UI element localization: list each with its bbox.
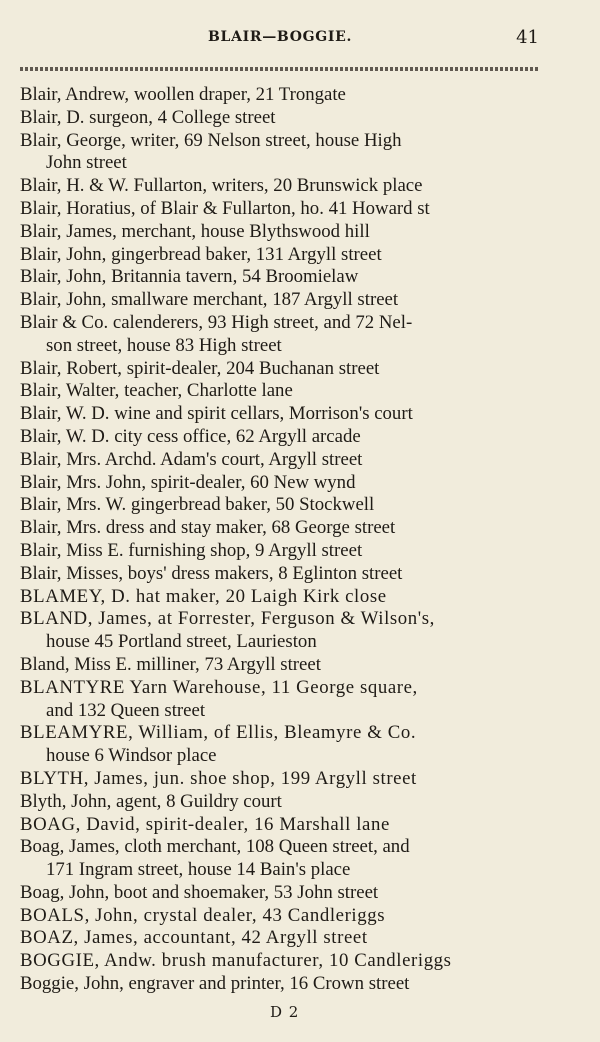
directory-entry: Blair, D. surgeon, 4 College street [20,106,276,128]
directory-entry: Blair, Andrew, woollen draper, 21 Trongate [20,84,346,105]
directory-entry: Blair, W. D. wine and spirit cellars, Morrison's court [20,403,413,425]
directory-entry: BLAMEY, D. hat maker, 20 Laigh Kirk close [20,585,387,607]
directory-entry: Blair, Robert, spirit-dealer, 204 Buchanan street [20,357,380,379]
page-header [0,29,600,53]
directory-entry: Blair, Mrs. W. gingerbread baker, 50 Stockwell [20,494,375,516]
directory-entry: Bland, Miss E. milliner, 73 Argyll street [20,653,321,675]
signature-mark: D 2 [270,1003,300,1021]
directory-entry: Blyth, John, agent, 8 Guildry court [20,790,282,812]
directory-entry: Boag, James, cloth merchant, 108 Queen street, and [20,836,410,858]
directory-entry: BOALS, John, crystal dealer, 43 Candleriggs [20,904,386,926]
directory-entry-continuation: John street [46,152,127,174]
directory-entry: Blair, Miss E. furnishing shop, 9 Argyll street [20,539,363,561]
directory-entry: BLEAMYRE, William, of Ellis, Bleamyre & Co. [20,722,417,744]
directory-entry: BLYTH, James, jun. shoe shop, 199 Argyll street [20,767,417,789]
header-rule [20,67,538,71]
directory-entry: Blair, John, gingerbread baker, 131 Argyll street [20,243,382,265]
directory-entry: Blair, Mrs. Archd. Adam's court, Argyll street [20,448,363,470]
directory-entry-continuation: 171 Ingram street, house 14 Bain's place [46,859,351,881]
directory-entry: Blair, Misses, boys' dress makers, 8 Eglinton street [20,562,403,584]
directory-entry: BOAZ, James, accountant, 42 Argyll street [20,927,368,949]
directory-entries [20,84,540,996]
directory-entry-continuation: house 45 Portland street, Laurieston [46,631,317,653]
directory-entry: Blair & Co. calenderers, 93 High street, and 72 Nel- [20,311,413,333]
directory-entry: Boag, John, boot and shoemaker, 53 John street [20,881,379,903]
directory-entry: Blair, George, writer, 69 Nelson street, house High [20,129,402,151]
running-title: BLAIR—BOGGIE. [208,29,353,45]
directory-entry: Blair, Mrs. dress and stay maker, 68 George street [20,517,396,539]
directory-entry-continuation: son street, house 83 High street [46,334,282,356]
directory-entry: Blair, Mrs. John, spirit-dealer, 60 New wynd [20,471,356,493]
directory-entry: Blair, H. & W. Fullarton, writers, 20 Brunswick place [20,175,423,197]
directory-entry: Blair, Walter, teacher, Charlotte lane [20,380,293,402]
directory-entry: Blair, W. D. city cess office, 62 Argyll arcade [20,425,361,447]
directory-entry: BOGGIE, Andw. brush manufacturer, 10 Candleriggs [20,950,452,972]
directory-entry: Blair, John, Britannia tavern, 54 Broomielaw [20,266,359,288]
directory-entry: Boggie, John, engraver and printer, 16 Crown street [20,973,410,995]
directory-entry: BLAND, James, at Forrester, Ferguson & Wilson's, [20,608,435,630]
directory-entry: BLANTYRE Yarn Warehouse, 11 George square, [20,676,418,698]
directory-entry-continuation: house 6 Windsor place [46,745,217,767]
directory-entry: Blair, Horatius, of Blair & Fullarton, ho. 41 Howard st [20,197,430,219]
directory-entry: BOAG, David, spirit-dealer, 16 Marshall lane [20,813,390,835]
page-number: 41 [516,27,539,48]
directory-entry: Blair, James, merchant, house Blythswood hill [20,220,370,242]
directory-entry-continuation: and 132 Queen street [46,699,206,721]
directory-entry: Blair, John, smallware merchant, 187 Argyll street [20,289,399,311]
